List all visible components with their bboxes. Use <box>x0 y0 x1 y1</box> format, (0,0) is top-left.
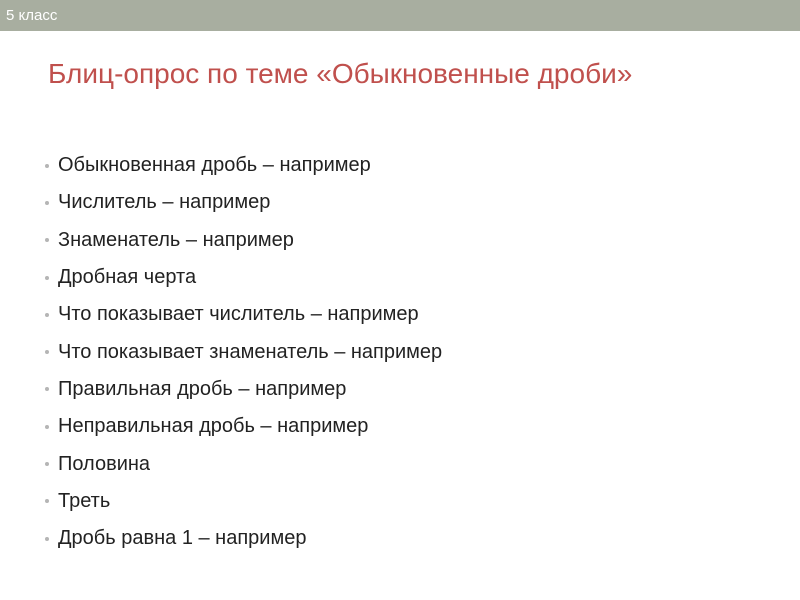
bullet-dot-icon <box>45 276 49 280</box>
bullet-item <box>45 520 442 557</box>
bullet-item <box>45 371 442 408</box>
bullet-item <box>45 408 442 445</box>
bullet-text: Правильная дробь – например <box>58 377 347 400</box>
bullet-text: Знаменатель – например <box>58 228 294 251</box>
bullet-item <box>45 483 442 520</box>
bullet-text: Неправильная дробь – например <box>58 415 369 438</box>
bullet-dot-icon <box>45 164 49 168</box>
bullet-dot-icon <box>45 499 49 503</box>
bullet-text: Обыкновенная дробь – например <box>58 154 371 177</box>
bullet-item <box>45 445 442 482</box>
bullet-dot-icon <box>45 313 49 317</box>
bullet-item <box>45 296 442 333</box>
bullet-dot-icon <box>45 425 49 429</box>
bullet-text: Что показывает числитель – например <box>58 303 419 326</box>
bullet-text: Дробь равна 1 – например <box>58 527 307 550</box>
top-bar <box>0 0 800 31</box>
bullet-dot-icon <box>45 537 49 541</box>
bullet-item <box>45 333 442 370</box>
bullet-item <box>45 259 442 296</box>
bullet-text: Дробная черта <box>58 266 197 289</box>
bullet-item <box>45 147 442 184</box>
bullet-dot-icon <box>45 201 49 205</box>
bullet-dot-icon <box>45 387 49 391</box>
bullet-dot-icon <box>45 462 49 466</box>
bullet-dot-icon <box>45 238 49 242</box>
bullet-text: Треть <box>58 489 111 512</box>
bullet-text: Половина <box>58 452 151 475</box>
bullet-text: Числитель – например <box>58 191 271 214</box>
slide-title: Блиц-опрос по теме «Обыкновенные дроби» <box>48 58 633 89</box>
grade-label: 5 класс <box>6 7 58 24</box>
bullet-text: Что показывает знаменатель – например <box>58 340 443 363</box>
bullet-item <box>45 184 442 221</box>
bullet-list <box>45 147 442 557</box>
bullet-dot-icon <box>45 350 49 354</box>
bullet-item <box>45 222 442 259</box>
